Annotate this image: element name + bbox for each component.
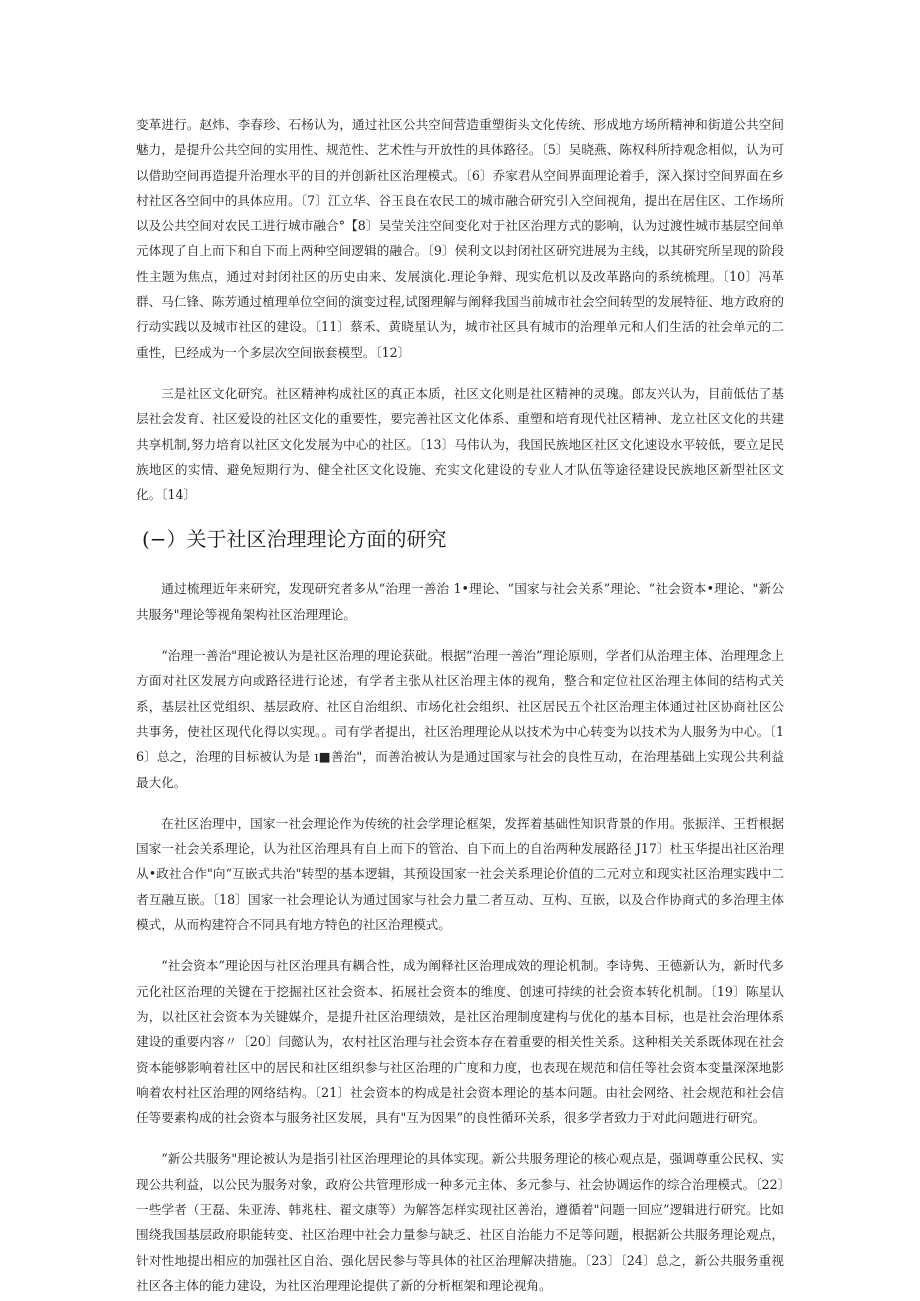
section-heading: (−）关于社区治理理论方面的研究 bbox=[142, 527, 447, 552]
body-paragraph: “社会资本”理论因与社区治理具有耦合性，成为阐释社区治理成效的理论机制。李诗隽、王德新认为，新时代多元化社区治理的关键在于挖掘社区社会资本、拓展社会资本的维度、创速可持续的社会资本转化机制。〔19〕陈星认为，以社区社会资本为关键媒介，是提升社区治理绩效，是社区治理制度建构与优化的基本目标，也是社会治理体系建设的重要内容〃〔20〕闫懿认为，农村社区治理与社会资本存在着重要的相关性关系。这种相关关系既体现在社会资本能够影响着社区中的居民和社区组织参与社区治理的广度和力度，也表现在规范和信任等社会资本变量深深地影响着农村社区治理的网络结构。〔21〕社会资本的构成是社会资本理论的基本问题。由社会网络、社会规范和社会信任等要素构成的社会资本与服务社区发展，具有"互为因果”的良性循环关系，很多学者致力于对此问题进行研究。 bbox=[136, 958, 784, 1126]
body-paragraph: 三是社区文化研究。社区精神构成社区的真正本质，社区文化则是社区精神的灵瑰。郎友兴认为，目前低估了基层社会发育、社区爱设的社区文化的重要性，要完善社区文化体系、重塑和培育现代社区精神、龙立社区文化的共建共享机制,努力培育以社区文化发展为中心的社区。〔13〕马伟认为，我国民族地区社区文化速设水平较低，要立足民族地区的实情、避免短期行为、健全社区文化设施、充实文化建设的专业人才队伍等途径建设民族地区新型社区文化。〔14〕 bbox=[136, 385, 784, 503]
body-paragraph: “治理一善治"理论被认为是社区治理的理论获砒。根据“治理一善治”理论原则，学者们从治理主体、治理理念上方面对社区发展方向或路径进行论述，有学者主张从社区治理主体的视角，整合和定位社区治理主体间的结构式关系，基层社区党组织、基层政府、社区自治组织、市场化社会组织、社区居民五个社区治理主体通过社区协商社区公共事务，使社区现代化得以实现。。司有学者提出，社区治理理论从以技术为中心转变为以技术为人服务为中心。〔16〕总之，治理的目标被认为是 ı■善治"，而善治被认为是通过国家与社会的良性互动，在治理基础上实现公共利益最大化。 bbox=[136, 648, 784, 790]
body-paragraph: 变革进行。赵炜、李春珍、石杨认为，通过社区公共空间营造重塑街头文化传统、形成地方场所精神和街道公共空间魅力，是提升公共空间的实用性、规范性、艺术性与开放性的具体路径。〔5〕吴晓燕、陈权科所持观念相似，认为可以借助空间再造提升治理水平的目的并创新社区治理模式。〔6〕乔家君从空间界面理论着手，深入探讨空间界面在乡村社区各空间中的具体应用。〔7〕江立华、谷玉良在农民工的城市融合研究引入空间视角，提出在居住区、工作场所以及公共空间对农民工进行城市融合°【8〕吴莹关注空间变化对于社区治理方式的影响，认为过渡性城市基层空间单元体现了自上而下和自下而上两种空间逻辑的融合。〔9〕侯利文以封闭社区研究进展为主线，以其研究所呈现的阶段性主题为焦点，通过对封闭社区的历史由来、发展演化.理论争辩、现实危机以及改革路向的系统梳理。〔10〕冯革群、马仁锋、陈芳通过植理单位空间的演变过程,试图理解与阐释我国当前城市社会空间转型的发展特征、地方政府的行动实践以及城市社区的建设。〔11〕蔡禾、黄晓星认为，城市社区具有城市的治理单元和人们生活的社会单元的二重性，巳经成为一个多层次空间嵌套模型。〔12〕 bbox=[136, 117, 784, 360]
body-paragraph: “新公共服务"理论被认为是指引社区治理理论的具体实现。新公共服务理论的核心观点是，强调尊重公民权、实现公共利益，以公民为服务对象，政府公共管理形成一种多元主体、多元参与、社会协调运作的综合治理模式。〔22〕一些学者（王磊、朱亚涛、韩兆柱、翟文康等）为解答怎样实现社区善治，遵循着"问题一回应”逻辑进行研究。比如围绕我国基层政府职能转变、社区治理中社会力量参与缺乏、社区自治能力不足等问题，根据新公共服务理论观点，针对性地提出相应的加强社区自治、强化居民参与等具体的社区治理解决措施。〔23〕〔24〕总之，新公共服务重视社区各主体的能力建设，为社区治理理论提供了新的分析框架和理论视角。 bbox=[136, 1151, 784, 1293]
body-paragraph: 通过梳理近年来研究，发现研究者多从“治理一善治 1•理论、“国家与社会关系”理论、“社会资本•理论、"新公共服务"理论等视角架构社区治理理论。 bbox=[136, 581, 784, 622]
body-paragraph: 在社区治理中，国家一社会理论作为传统的社会学理论框架，发挥着基础性知识背景的作用。张振洋、王哲根据国家一社会关系理论，认为社区治理具有自上而下的管治、自下而上的自治两种发展路径 J17〕杜玉华提出社区治理从•政社合作"向“互嵌式共治"转型的基本逻辑，其预设国家一社会关系理论价值的二元对立和现实社区治理实践中二者互融互嵌。〔18〕国家一社会理论认为通过国家与社会力量二者互动、互构、互嵌，以及合作协商式的多治理主体模式，从而构建符合不同具有地方特色的社区治理模式。 bbox=[136, 815, 784, 933]
